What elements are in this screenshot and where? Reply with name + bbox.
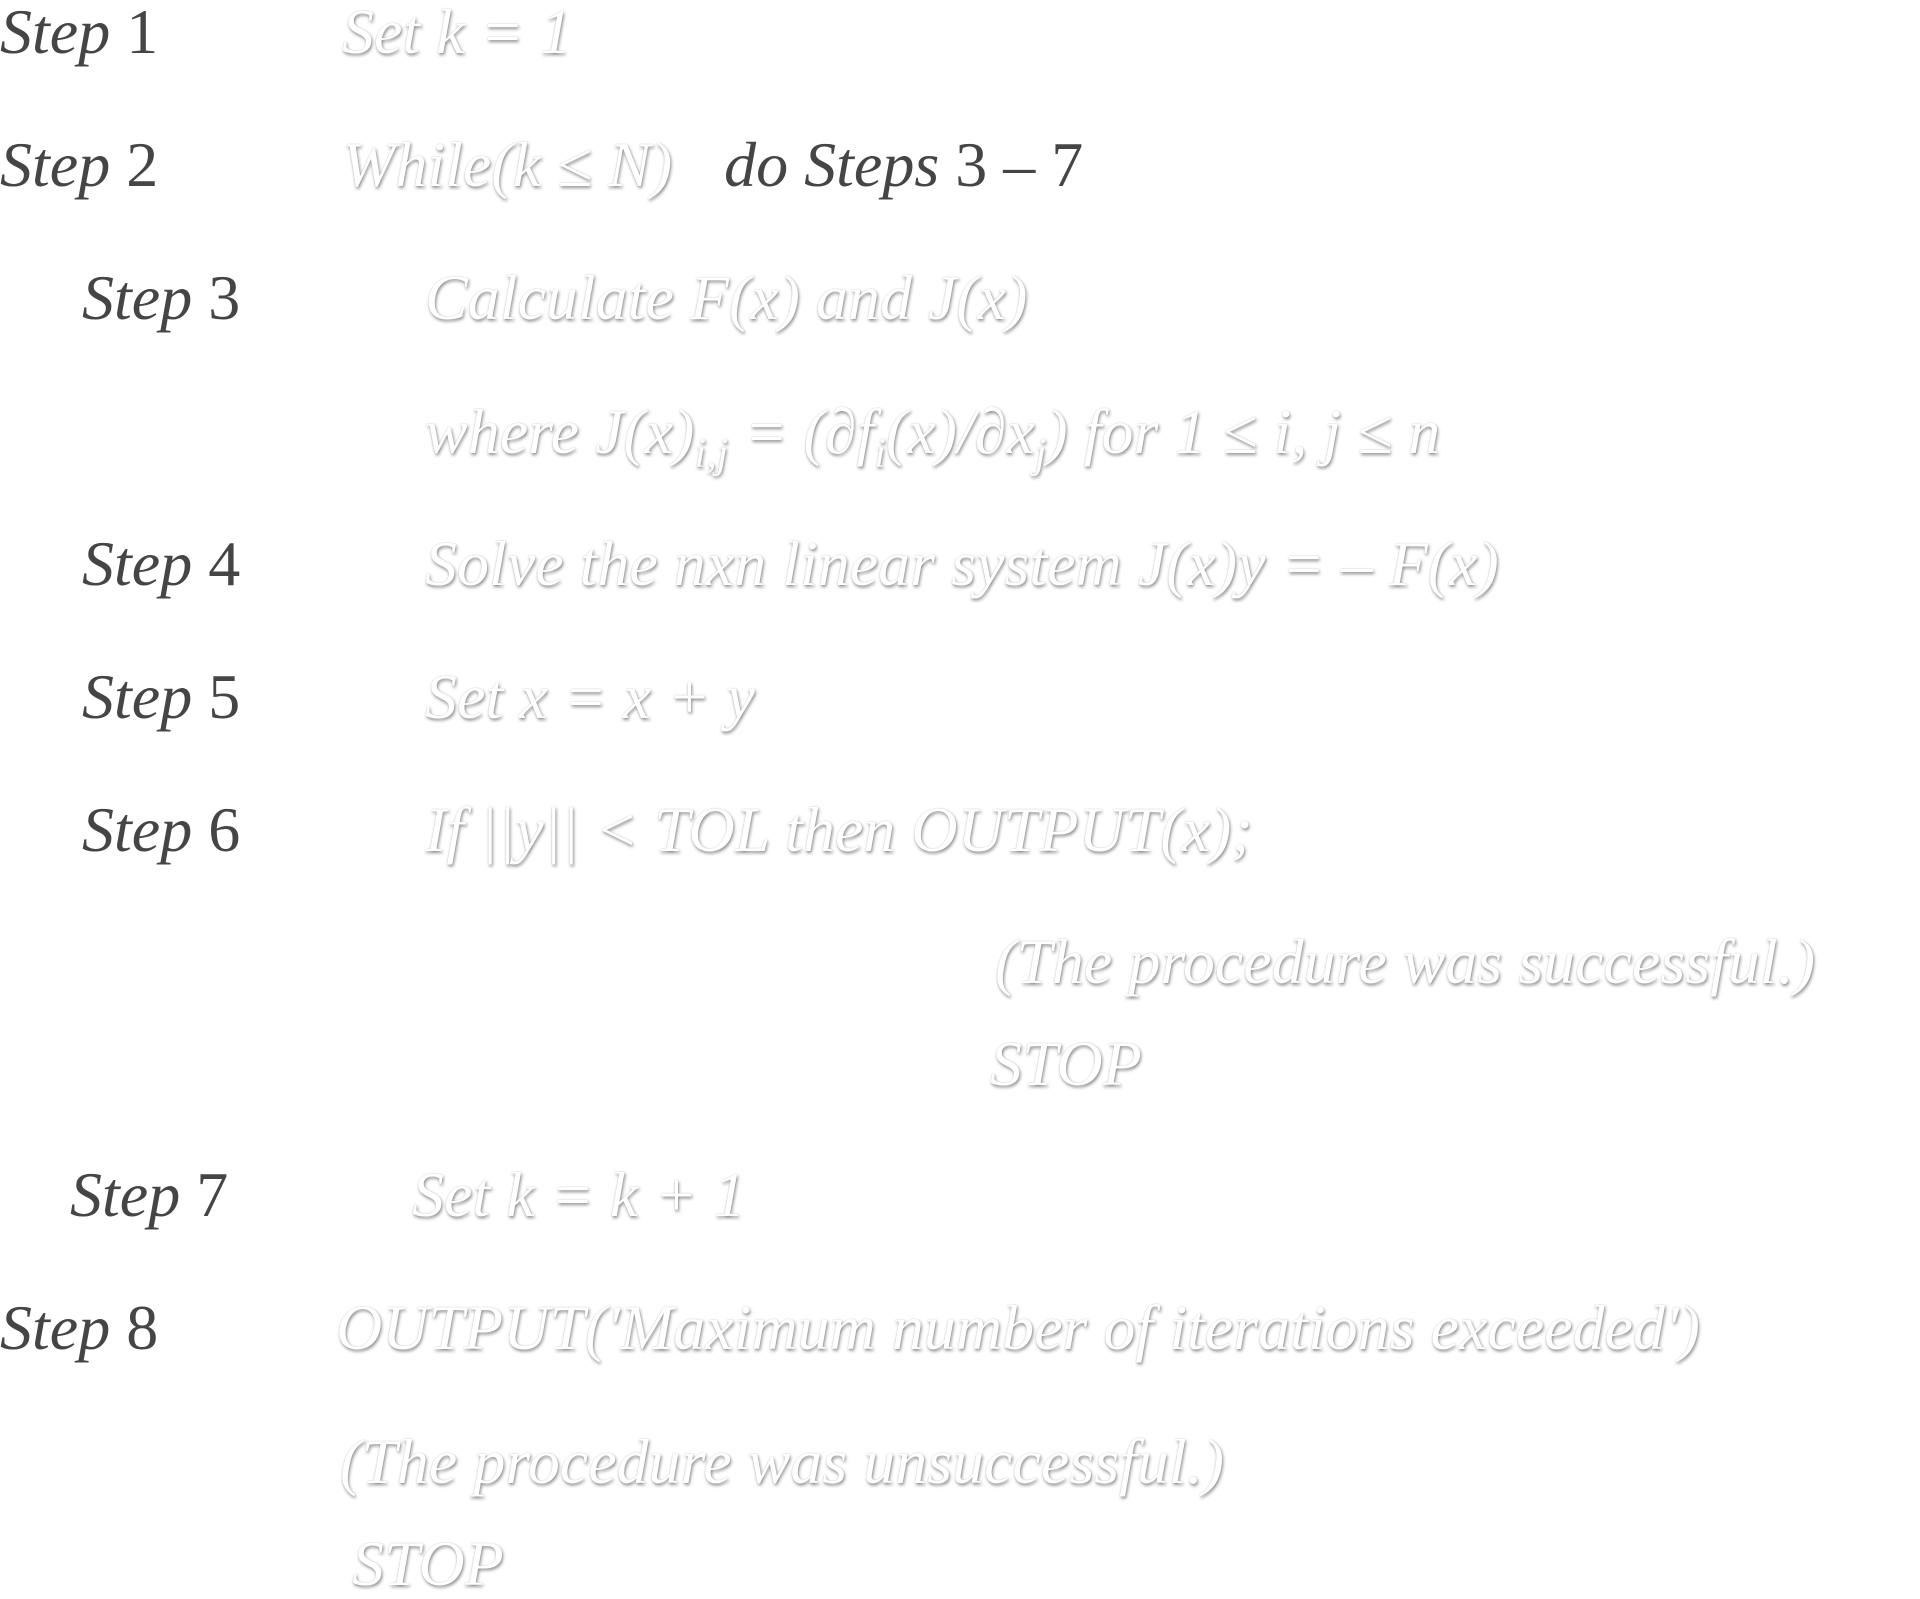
- step-2-label-number: 2: [126, 129, 159, 200]
- step-7-label-number: 7: [196, 1159, 229, 1230]
- step-4-label-number: 4: [208, 528, 241, 599]
- step-1-text: Set k = 1: [342, 0, 572, 67]
- step-1-row: [0, 0, 159, 67]
- f-subscript: i: [874, 431, 886, 477]
- step-3-text: Calculate F(x) and J(x): [425, 262, 1028, 333]
- step-8-stop: STOP: [352, 1528, 504, 1599]
- step-5-text: Set x = x + y: [425, 661, 755, 732]
- step-4-row: [82, 528, 241, 599]
- step-8-row: [0, 1292, 159, 1363]
- step-2-label-word: Step: [0, 129, 111, 200]
- where-equals-partial: = (∂f: [744, 396, 875, 467]
- step-8-failure-note: (The procedure was unsuccessful.): [340, 1426, 1224, 1497]
- step-4-label-word: Step: [82, 528, 193, 599]
- x-subscript: j: [1034, 431, 1047, 477]
- step-7-text: Set k = k + 1: [412, 1159, 746, 1230]
- step-5-row: [82, 661, 241, 732]
- step-6-row: [82, 794, 241, 865]
- step-2-do-steps: do Steps: [724, 129, 940, 200]
- jacobian-subscript: i,j: [694, 431, 729, 477]
- step-3-where-clause: [425, 396, 1441, 477]
- step-3-row: [82, 262, 241, 333]
- step-6-success-note: (The procedure was successful.): [995, 926, 1815, 997]
- step-8-label-word: Step: [0, 1292, 111, 1363]
- where-jacobian: where J(x): [425, 396, 695, 467]
- where-partial-x: (x)/∂x: [885, 396, 1035, 467]
- step-2-range: 3 – 7: [955, 129, 1084, 200]
- step-2-text: [342, 129, 1084, 200]
- step-1-label-word: Step: [0, 0, 111, 67]
- step-6-stop: STOP: [990, 1028, 1142, 1099]
- step-8-text: OUTPUT('Maximum number of iterations exceeded'): [336, 1292, 1700, 1363]
- step-7-label-word: Step: [70, 1159, 181, 1230]
- step-8-label-number: 8: [126, 1292, 159, 1363]
- step-3-label-word: Step: [82, 262, 193, 333]
- step-6-text: If ||y|| < TOL then OUTPUT(x);: [425, 794, 1253, 865]
- step-2-while-clause: While(k ≤ N): [342, 129, 673, 200]
- step-5-label-word: Step: [82, 661, 193, 732]
- step-3-label-number: 3: [208, 262, 241, 333]
- step-7-row: [70, 1159, 229, 1230]
- step-5-label-number: 5: [208, 661, 241, 732]
- step-6-label-number: 6: [208, 794, 241, 865]
- step-6-label-word: Step: [82, 794, 193, 865]
- step-4-text: Solve the nxn linear system J(x)y = – F(x): [425, 528, 1499, 599]
- where-range: ) for 1 ≤ i, j ≤ n: [1046, 396, 1441, 467]
- step-1-label-number: 1: [126, 0, 159, 67]
- step-2-row: [0, 129, 159, 200]
